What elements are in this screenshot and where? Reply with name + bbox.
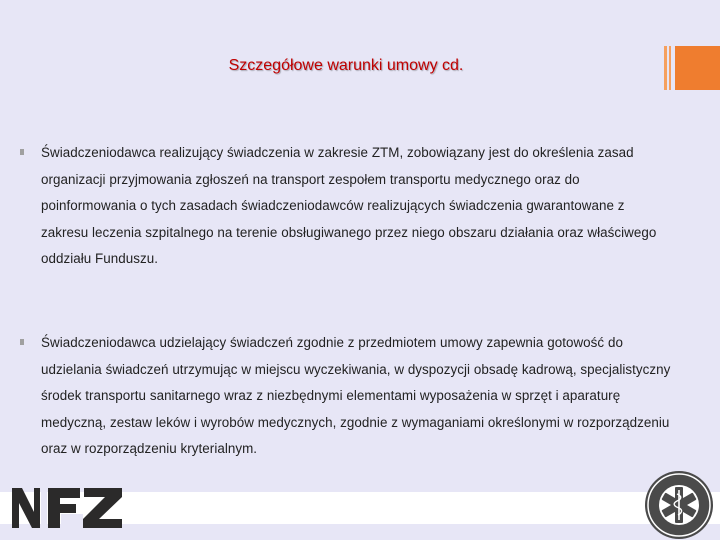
slide-title: Szczegółowe warunki umowy cd. xyxy=(228,57,464,74)
bullet-marker xyxy=(20,339,24,345)
bullet-marker xyxy=(20,149,24,155)
transport-medyczny-badge xyxy=(644,470,714,540)
accent-line-left xyxy=(664,46,667,90)
bullet-text: Świadczeniodawca realizujący świadczenia w zakresie ZTM, zobowiązany jest do określenia zasad organizacji przyjmowania zgłoszeń na transport zespołem transportu medycznego oraz do poinformowania o tych zasadach świadczeniodawców realizujących świadczenia gwarantowane z zakresu leczenia szpitalnego na terenie obsługiwanego przez niego obszaru działania oraz właściwego oddziału Funduszu. xyxy=(41,145,657,266)
accent-block xyxy=(675,46,720,90)
nfz-logo xyxy=(10,484,124,530)
accent-line-right xyxy=(669,46,671,90)
bullet-text: Świadczeniodawca udzielający świadczeń zgodnie z przedmiotem umowy zapewnia gotowość do udzielania świadczeń utrzymując w miejscu wyczekiwania, w dyspozycji obsadę kadrową, specjalistyczny środek transportu sanitarnego wraz z niezbędnymi elementami wyposażenia w sprzęt i aparaturę medyczną, zestaw leków i wyrobów medycznych, zgodnie z wymaganiami określonymi w rozporządzeniu oraz w rozporządzeniu kryterialnym. xyxy=(41,335,671,456)
